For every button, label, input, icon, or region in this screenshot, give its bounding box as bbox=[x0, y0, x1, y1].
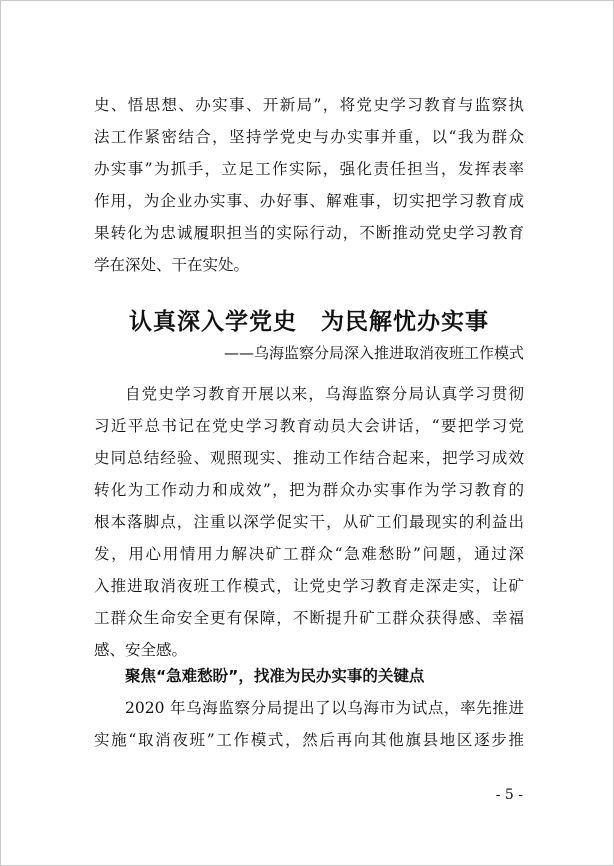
paragraph-line: 转化为工作动力和成效”，把为群众办实事作为学习教育的 bbox=[94, 481, 524, 499]
paragraph-line: 果转化为忠诚履职担当的实际行动，不断推动党史学习教育 bbox=[94, 224, 524, 242]
paragraph-line: 学在深处、干在实处。 bbox=[94, 256, 250, 274]
paragraph-line: 根本落脚点，注重以深学促实干，从矿工们最现实的利益出 bbox=[94, 513, 524, 531]
paragraph-line: 习近平总书记在党史学习教育动员大会讲话，“要把学习党 bbox=[94, 417, 524, 435]
paragraph-line: 办实事”为抓手，立足工作实际，强化责任担当，发挥表率 bbox=[94, 160, 524, 178]
paragraph-line: 自党史学习教育开展以来，乌海监察分局认真学习贯彻 bbox=[125, 385, 524, 403]
paragraph-line: 感、安全感。 bbox=[94, 641, 188, 659]
paragraph-line: 史同总结经验、观照现实、推动工作结合起来，把学习成效 bbox=[94, 449, 524, 467]
article-subtitle: ——乌海监察分局深入推进取消夜班工作模式 bbox=[223, 344, 524, 362]
paragraph-line: 实施“取消夜班”工作模式，然后再向其他旗县地区逐步推 bbox=[94, 731, 524, 749]
article-title: 认真深入学党史 为民解忧办实事 bbox=[129, 309, 489, 335]
paragraph-line: 法工作紧密结合，坚持学党史与办实事并重，以“我为群众 bbox=[94, 128, 524, 146]
paragraph-line: 发，用心用情用力解决矿工群众“急难愁盼”问题，通过深 bbox=[94, 545, 524, 563]
paragraph-line: 工群众生命安全更有保障，不断提升矿工群众获得感、幸福 bbox=[94, 609, 524, 627]
paragraph-line: 作用，为企业办实事、办好事、解难事，切实把学习教育成 bbox=[94, 192, 524, 210]
paragraph-line: 入推进取消夜班工作模式，让党史学习教育走深走实，让矿 bbox=[94, 577, 524, 595]
paragraph-line: 史、悟思想、办实事、开新局”，将党史学习教育与监察执 bbox=[94, 96, 524, 114]
paragraph-line: 2020 年乌海监察分局提出了以乌海市为试点，率先推进 bbox=[125, 699, 524, 717]
section-heading: 聚焦“急难愁盼”，找准为民办实事的关键点 bbox=[125, 667, 425, 685]
page-number: - 5 - bbox=[495, 787, 523, 803]
